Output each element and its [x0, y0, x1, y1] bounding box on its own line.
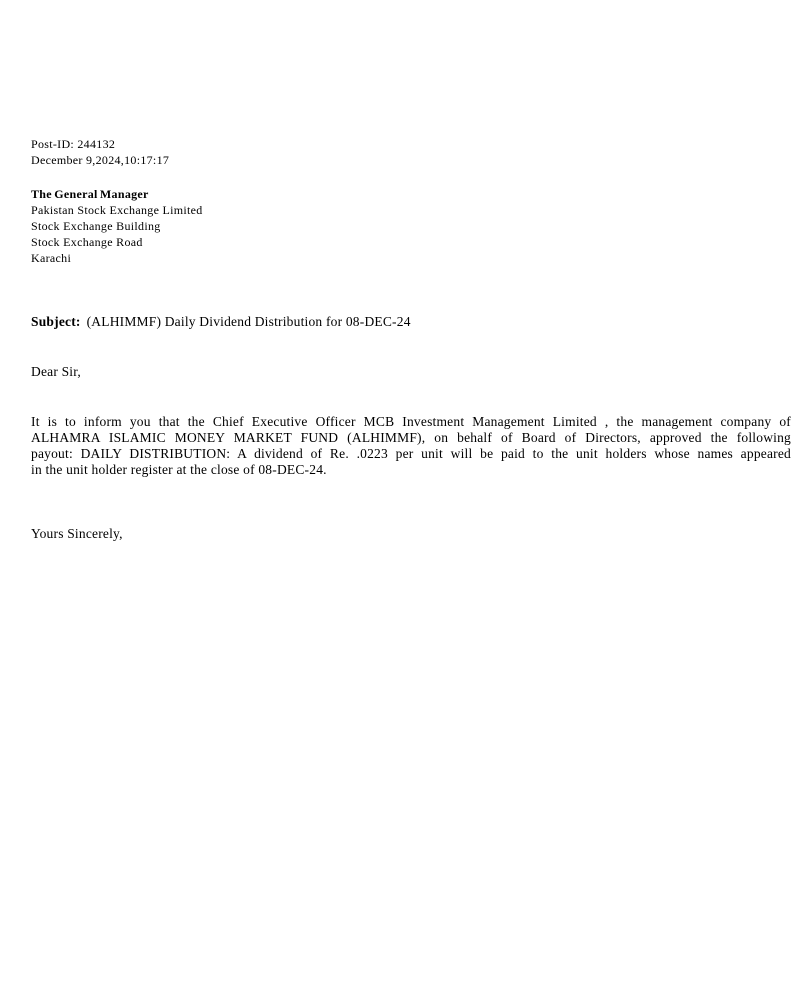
- post-id: Post-ID: 244132: [31, 137, 116, 151]
- subject-line: [31, 314, 411, 330]
- letter-body-line: It is to inform you that the Chief Executive Officer MCB Investment Management Limited , the management company of: [31, 414, 791, 429]
- subject-text: (ALHIMMF) Daily Dividend Distribution for 08-DEC-24: [86, 314, 411, 329]
- salutation: Dear Sir,: [31, 364, 81, 379]
- recipient-address-line: Stock Exchange Road: [31, 235, 143, 249]
- subject-label: Subject:: [31, 314, 81, 329]
- recipient-address-line: Karachi: [31, 251, 72, 265]
- letter-body-line: payout: DAILY DISTRIBUTION: A dividend of Re. .0223 per unit will be paid to the unit holders whose names appeared: [31, 446, 791, 461]
- letter-body-line: ALHAMRA ISLAMIC MONEY MARKET FUND (ALHIMMF), on behalf of Board of Directors, approved the following: [31, 430, 791, 445]
- letter-meta: [31, 136, 169, 168]
- recipient-address: [31, 186, 203, 266]
- letter-datetime: December 9,2024,10:17:17: [31, 153, 170, 167]
- letter-body-line: in the unit holder register at the close of 08-DEC-24.: [31, 462, 327, 477]
- recipient-address-line: Pakistan Stock Exchange Limited: [31, 203, 203, 217]
- recipient-title: The General Manager: [31, 187, 149, 201]
- recipient-address-line: Stock Exchange Building: [31, 219, 161, 233]
- letter-body: [31, 414, 791, 478]
- closing: Yours Sincerely,: [31, 526, 123, 541]
